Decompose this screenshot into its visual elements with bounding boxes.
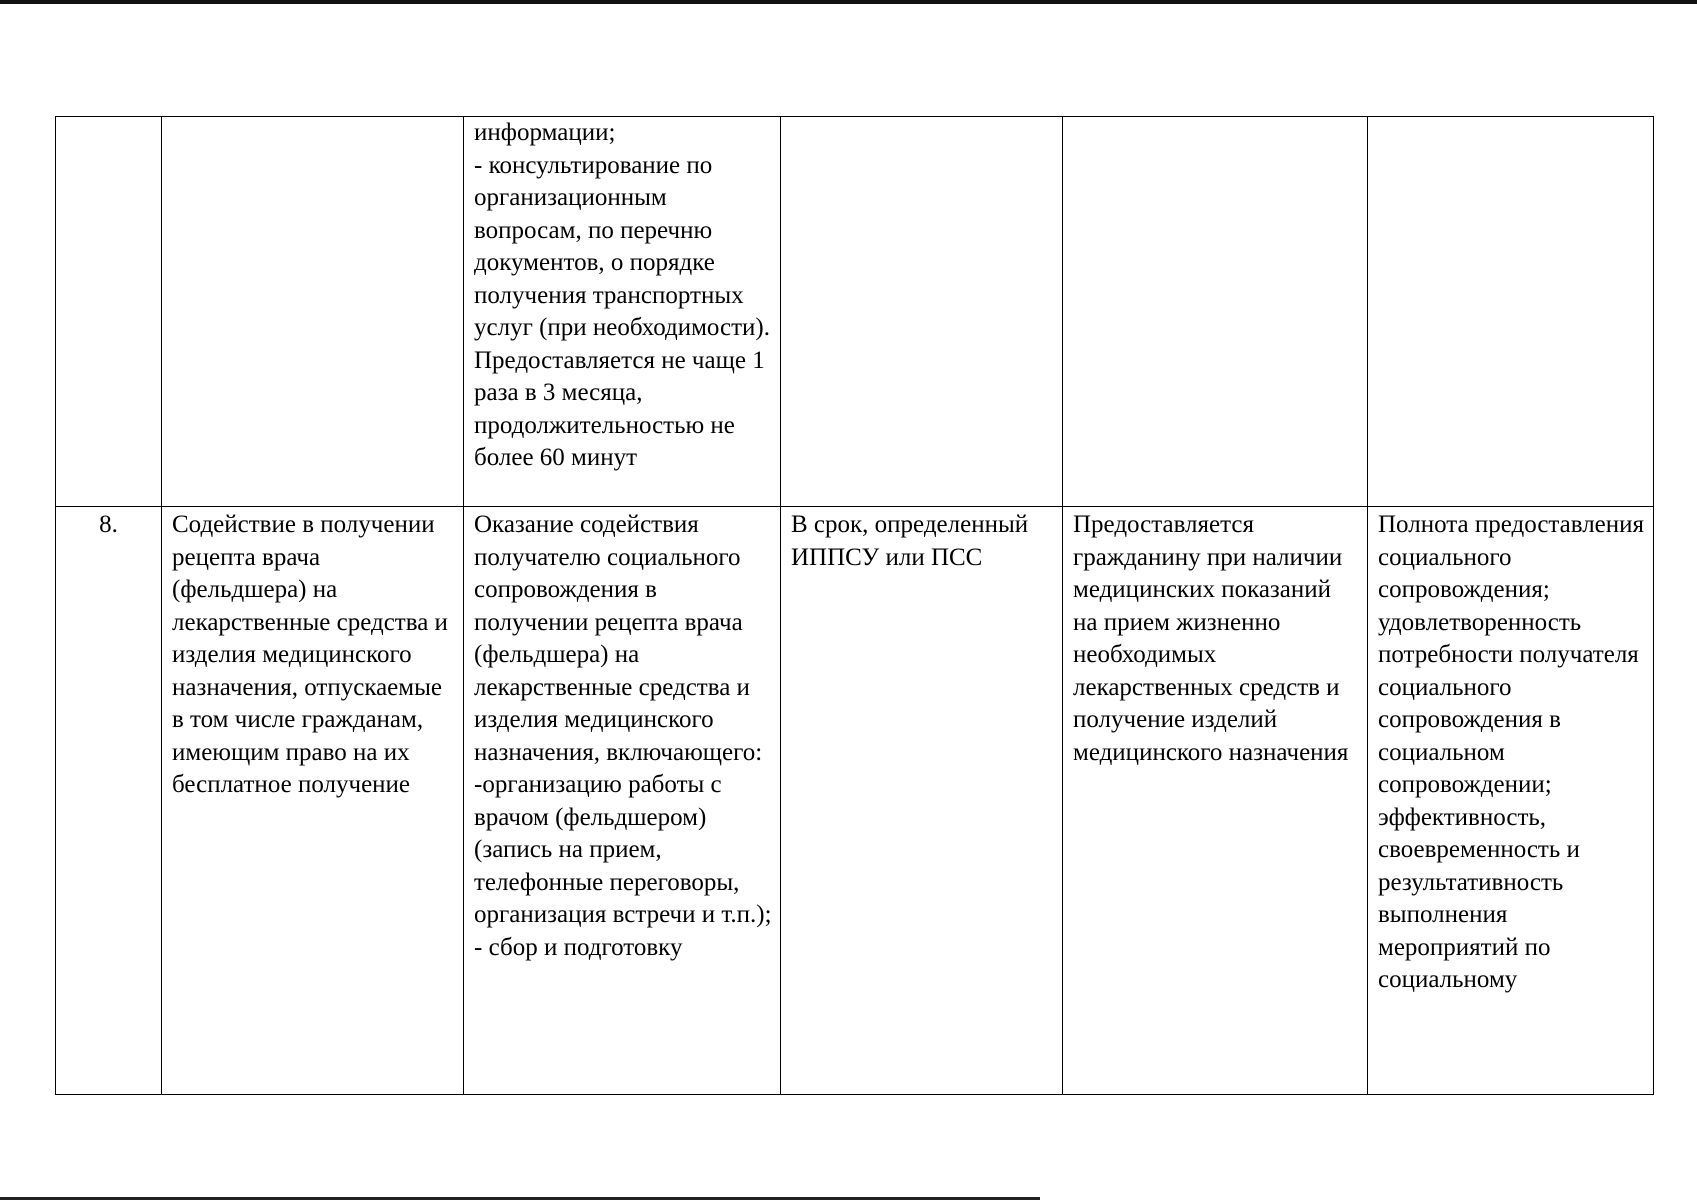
- service-indicators-cell: [1368, 507, 1654, 1095]
- row-number-cell: [56, 117, 162, 507]
- service-conditions: Предоставляется гражданину при наличии медицинских показаний на прием жизненно необходимых лекарственных средств и получение изделий медицинского назначения: [1073, 511, 1349, 766]
- service-term-cell: [781, 507, 1063, 1095]
- service-content-cell: [464, 117, 781, 507]
- service-name: Содействие в получении рецепта врача (фельдшера) на лекарственные средства и изделия медицинского назначения, отпускаемые в том числе гражданам, имеющим право на их бесплатное получение: [172, 511, 448, 798]
- service-indicators-cell: [1368, 117, 1654, 507]
- service-conditions-cell: [1063, 117, 1368, 507]
- service-name-cell: [162, 507, 464, 1095]
- service-content: информации; - консультирование по организационным вопросам, по перечню документов, о порядке получения транспортных услуг (при необходимости). Предоставляется не чаще 1 раза в 3 месяца, продолжительностью не более 60 минут: [474, 119, 770, 471]
- service-conditions-cell: [1063, 507, 1368, 1095]
- service-term-cell: [781, 117, 1063, 507]
- services-table: [55, 116, 1654, 1095]
- service-name-cell: [162, 117, 464, 507]
- service-term: В срок, определенный ИППСУ или ПСС: [791, 511, 1029, 571]
- scan-top-edge: [0, 0, 1697, 4]
- service-content-cell: [464, 507, 781, 1095]
- service-indicators: Полнота предоставления социального сопровождения; удовлетворенность потребности получателя социального сопровождения в социальном сопровождении; эффективность, своевременность и результативность выполнения мероприятий по социальному: [1378, 511, 1645, 993]
- row-number-cell: [56, 507, 162, 1095]
- table-row: [56, 117, 1654, 507]
- table-row: [56, 507, 1654, 1095]
- service-content: Оказание содействия получателю социального сопровождения в получении рецепта врача (фельдшера) на лекарственные средства и изделия медицинского назначения, включающего: -организацию работы с врачом (фельдшером) (запись на прием, телефонные переговоры, организация встречи и т.п.); - сбор и подготовку: [474, 511, 772, 961]
- row-number: 8.: [99, 511, 118, 538]
